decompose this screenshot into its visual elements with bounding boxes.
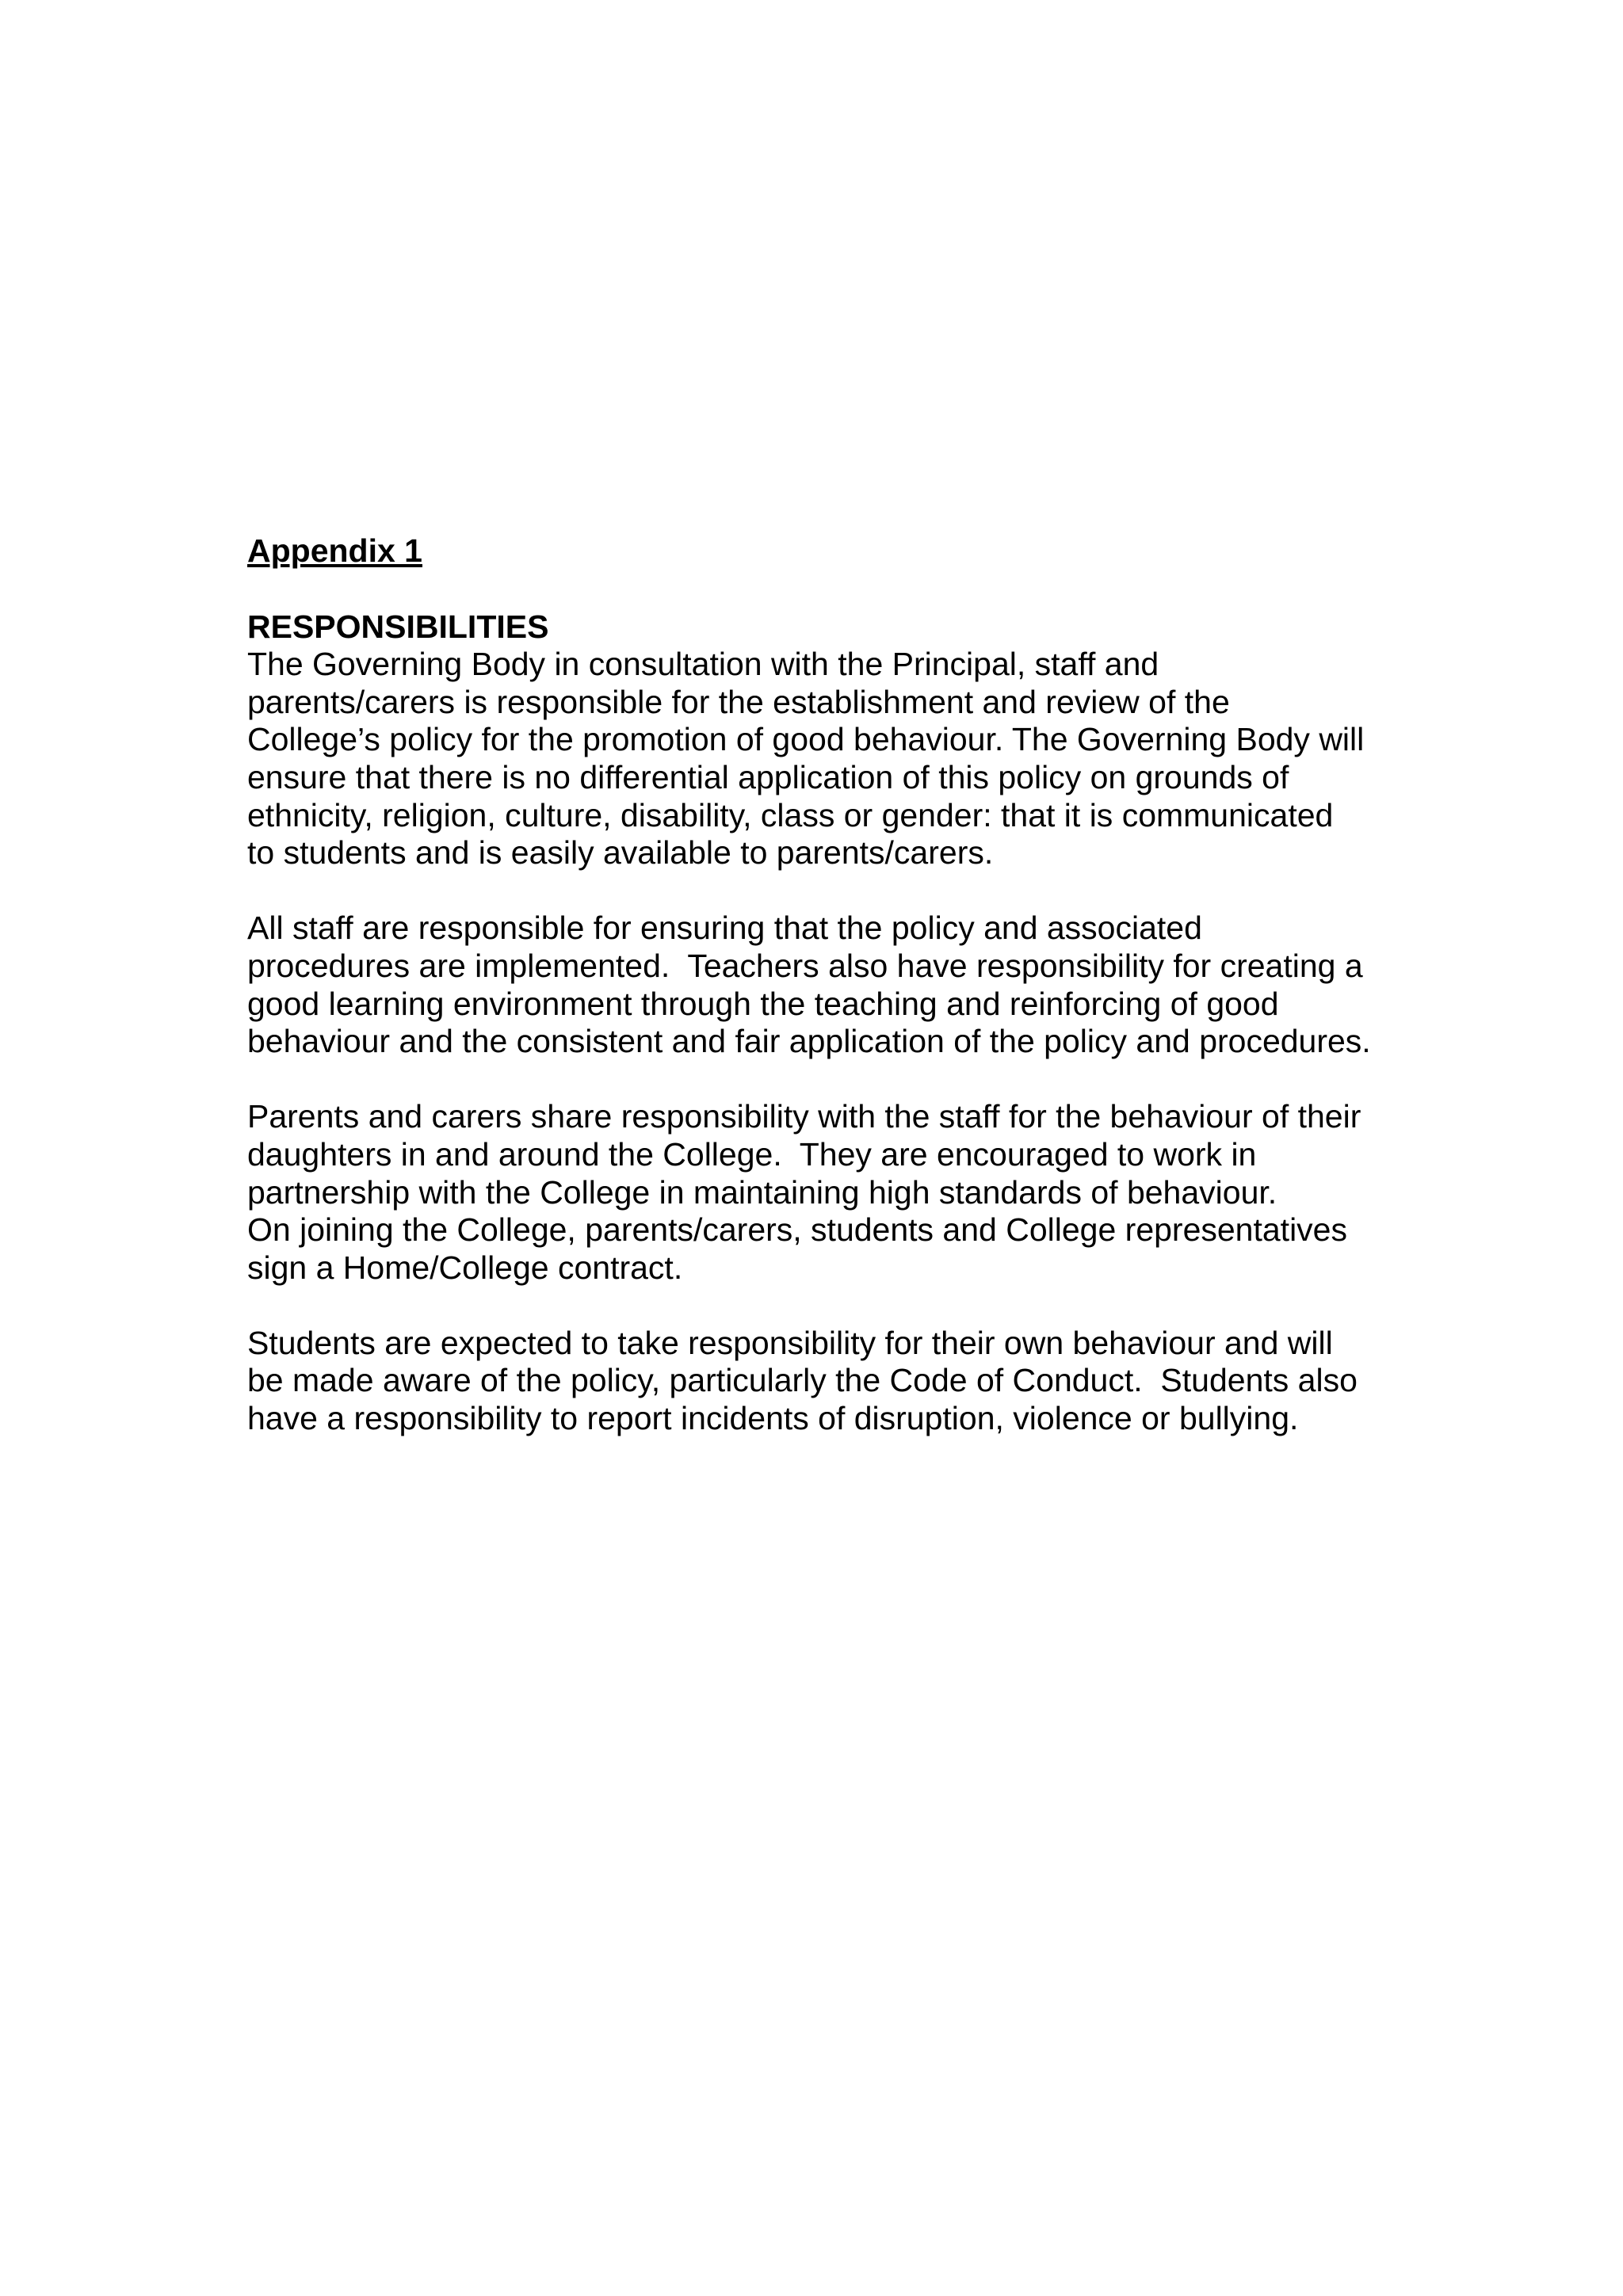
document-body: [247, 532, 1436, 1438]
text-line: Students are expected to take responsibility for their own behaviour and will: [247, 1324, 1333, 1361]
text-line: be made aware of the policy, particularly the Code of Conduct. Students also: [247, 1362, 1358, 1399]
paragraph-governing-body: [247, 646, 1436, 872]
text-line: to students and is easily available to parents/carers.: [247, 834, 994, 871]
text-line: good learning environment through the teaching and reinforcing of good: [247, 985, 1279, 1022]
appendix-heading: Appendix 1: [247, 532, 422, 569]
text-line: have a responsibility to report incidents of disruption, violence or bullying.: [247, 1400, 1299, 1437]
text-line: parents/carers is responsible for the establishment and review of the: [247, 683, 1230, 720]
text-line: All staff are responsible for ensuring that the policy and associated: [247, 910, 1202, 947]
text-line: ensure that there is no differential application of this policy on grounds of: [247, 758, 1289, 795]
section-heading: RESPONSIBILITIES: [247, 608, 549, 645]
text-line: behaviour and the consistent and fair application of the policy and procedures.: [247, 1023, 1371, 1060]
text-line: The Governing Body in consultation with the Principal, staff and: [247, 646, 1159, 683]
text-line: sign a Home/College contract.: [247, 1249, 683, 1286]
paragraph-staff: [247, 910, 1436, 1060]
text-line: Parents and carers share responsibility with the staff for the behaviour of their: [247, 1098, 1361, 1135]
text-line: daughters in and around the College. They are encouraged to work in: [247, 1135, 1257, 1173]
text-line: partnership with the College in maintaining high standards of behaviour.: [247, 1173, 1277, 1211]
text-line: College’s policy for the promotion of good behaviour. The Governing Body will: [247, 721, 1365, 758]
paragraph-parents-carers: [247, 1098, 1436, 1287]
text-line: procedures are implemented. Teachers also have responsibility for creating a: [247, 947, 1363, 984]
text-line: On joining the College, parents/carers, students and College representatives: [247, 1211, 1347, 1249]
paragraph-students: [247, 1325, 1436, 1438]
text-line: ethnicity, religion, culture, disability, class or gender: that it is communicated: [247, 796, 1334, 833]
